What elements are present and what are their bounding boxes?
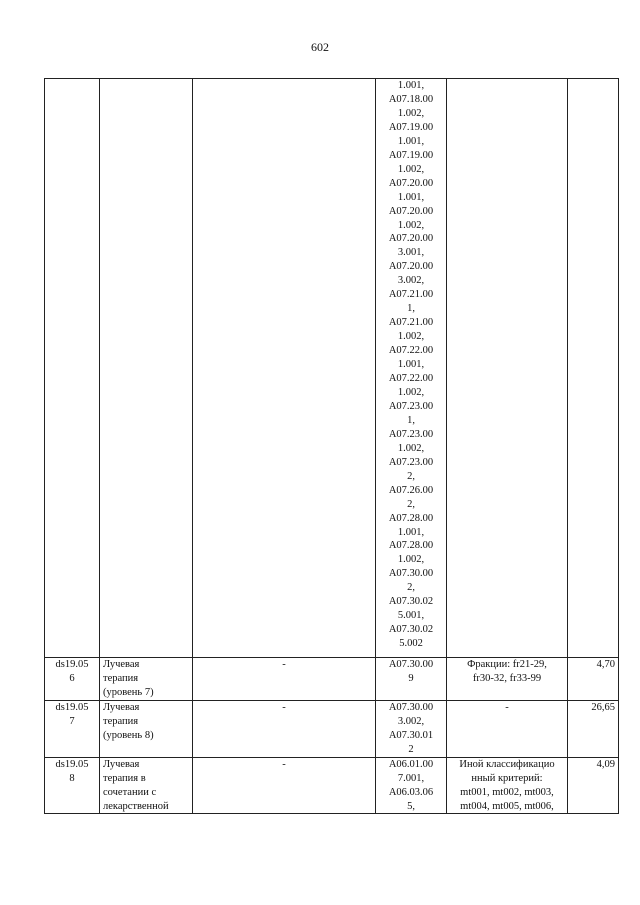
text-line: ds19.05 [55,758,89,770]
text-line: 1.002, [397,442,425,454]
text-line: A07.20.00 [388,233,434,245]
text-line: 2, [407,470,415,482]
text-line: 1, [407,414,415,426]
text-line: 2, [407,582,415,594]
text-line: - [505,701,509,713]
text-line: Лучевая [103,659,140,670]
text-line: терапия [103,715,139,727]
text-line: 2, [407,498,415,510]
text-line: нный критерий: [471,772,543,784]
text-line: 5, [407,800,415,812]
code-cell [45,757,100,814]
coefficient-cell: 4,70 [568,658,619,701]
text-line: 1.001, [397,191,425,203]
text-line: A07.23.00 [388,428,434,440]
text-line: A07.30.00 [388,659,434,670]
coefficient-cell: 4,09 [568,757,619,814]
code-cell [45,658,100,701]
text-line: сочетании с [103,786,157,798]
text-line: 9 [408,672,414,684]
text-line: fr30-32, fr33-99 [472,672,542,684]
text-line: Лучевая [103,758,140,770]
text-line: A07.30.01 [388,729,434,741]
text-line: 2 [408,743,414,755]
text-line: A07.20.00 [388,261,434,273]
coefficient-cell: 26,65 [568,700,619,757]
table-row [45,79,619,658]
text-line: Фракции: fr21-29, [467,659,547,670]
service-codes-cell [376,757,447,814]
text-line: A07.28.00 [388,540,434,552]
code-cell [45,79,100,658]
table-row [45,658,619,701]
text-line: A07.26.00 [388,484,434,496]
diagnosis-cell: - [193,658,376,701]
text-line: 1.001, [397,526,425,538]
text-line: (уровень 8) [103,729,154,741]
text-line: 3.002, [397,275,425,287]
text-line: A07.19.00 [388,149,434,161]
code-cell [45,700,100,757]
criteria-cell [447,757,568,814]
text-line: терапия [103,672,139,684]
text-line: 3.001, [397,247,425,259]
text-line: mt004, mt005, mt006, [460,800,554,812]
text-line: 1.001, [397,359,425,371]
diagnosis-cell [193,79,376,658]
text-line: A07.23.00 [388,400,434,412]
text-line: 1.002, [397,554,425,566]
service-codes-cell [376,79,447,658]
service-codes-cell [376,700,447,757]
text-line: 1.002, [397,163,425,175]
table-row [45,757,619,814]
text-line: A07.21.00 [388,289,434,301]
text-line: 8 [69,772,75,784]
text-line: 5.002 [399,638,423,650]
text-line: (уровень 7) [103,686,154,698]
text-line: 1.002, [397,107,425,119]
text-line: A07.30.02 [388,596,434,608]
text-line: 5.001, [397,610,425,622]
page-number: 602 [311,40,329,54]
text-line: ds19.05 [55,659,89,670]
name-cell [100,79,193,658]
text-line: 7.001, [397,772,425,784]
text-line: A07.30.02 [388,624,434,636]
tariff-table [44,78,619,814]
text-line: 1.002, [397,219,425,231]
text-line: 7 [69,715,75,727]
name-cell [100,757,193,814]
text-line: лекарственной [103,800,169,812]
text-line: Лучевая [103,701,140,713]
text-line: A07.22.00 [388,345,434,357]
text-line: 1.002, [397,331,425,343]
text-line: A07.23.00 [388,456,434,468]
text-line: 3.002, [397,715,425,727]
diagnosis-cell: - [193,757,376,814]
text-line: A07.30.00 [388,568,434,580]
text-line: A07.30.00 [388,701,434,713]
text-line: 1.001, [397,80,425,91]
text-line: A06.03.06 [388,786,434,798]
service-codes-cell [376,658,447,701]
table-row [45,700,619,757]
text-line: терапия в [103,772,146,784]
criteria-cell [447,658,568,701]
text-line: A07.20.00 [388,177,434,189]
text-line: mt001, mt002, mt003, [460,786,554,798]
diagnosis-cell: - [193,700,376,757]
text-line: ds19.05 [55,701,89,713]
text-line: A07.22.00 [388,373,434,385]
text-line: 6 [69,672,75,684]
text-line: A07.28.00 [388,512,434,524]
text-line: 1.001, [397,135,425,147]
text-line: A07.18.00 [388,93,434,105]
text-line: A07.19.00 [388,121,434,133]
text-line: 1, [407,303,415,315]
criteria-cell [447,79,568,658]
name-cell [100,700,193,757]
text-line: A06.01.00 [388,758,434,770]
text-line: Иной классификацио [459,758,555,770]
criteria-cell [447,700,568,757]
text-line: 1.002, [397,386,425,398]
text-line: A07.20.00 [388,205,434,217]
name-cell [100,658,193,701]
text-line: A07.21.00 [388,317,434,329]
coefficient-cell [568,79,619,658]
